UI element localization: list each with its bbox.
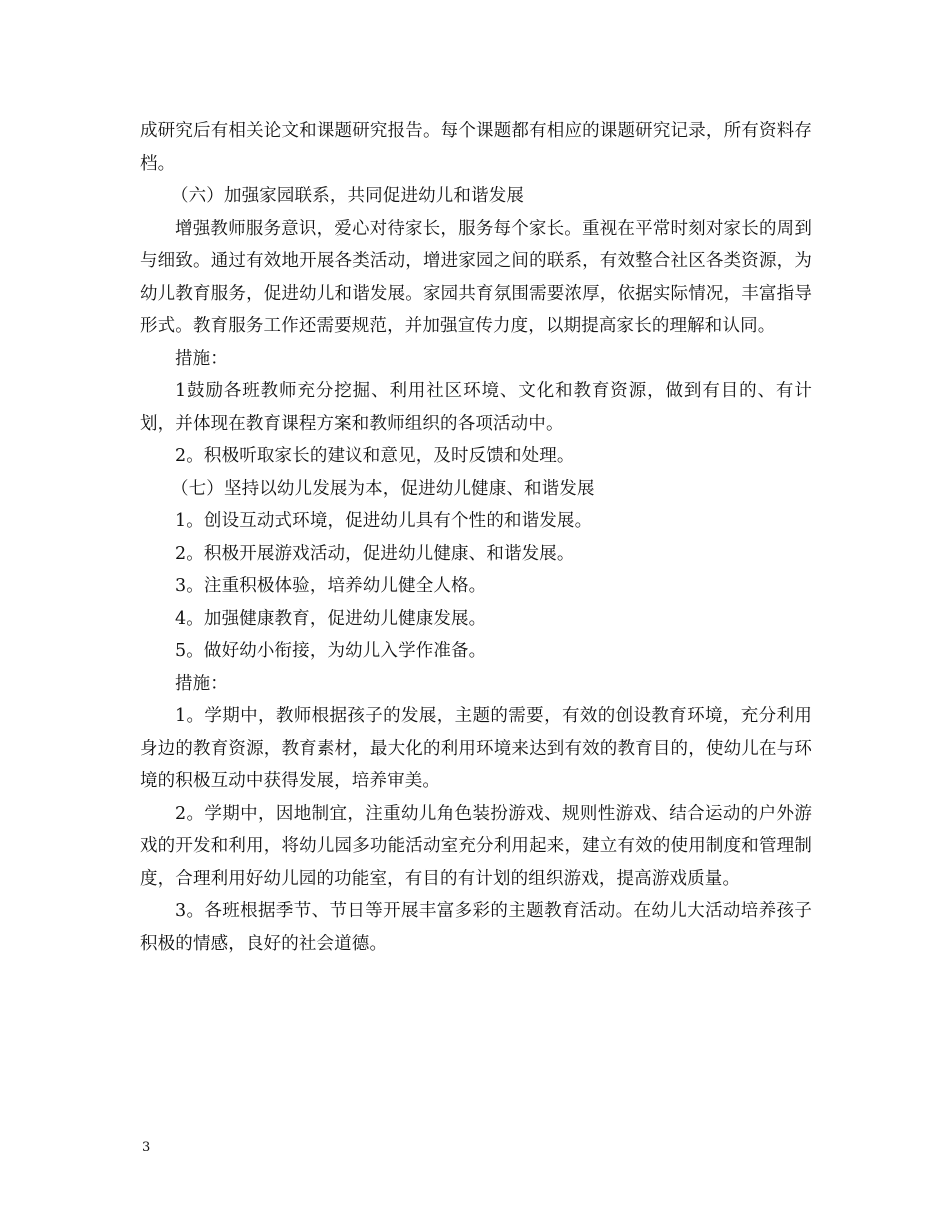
goal-item-5: 5。做好幼小衔接，为幼儿入学作准备。 xyxy=(175,641,487,661)
paragraph-home-school: 增强教师服务意识，爱心对待家长，服务每个家长。重视在平常时刻对家长的周到与细致。通过有效地开展各类活动，增进家园之间的联系，有效整合社区各类资源，为幼儿教育服务，促进幼儿和谐发展。家园共育氛围需要浓厚，依据实际情况，丰富指导形式。教育服务工作还需要规范，并加强宣传力度，以期提高家长的理解和认同。 xyxy=(140,218,812,336)
measure-item-1: 1鼓励各班教师充分挖掘、利用社区环境、文化和教育资源，做到有目的、有计划，并体现在教育课程方案和教师组织的各项活动中。 xyxy=(140,381,812,434)
section-heading-seven: （七）坚持以幼儿发展为本，促进幼儿健康、和谐发展 xyxy=(171,478,595,499)
document-body xyxy=(140,115,812,960)
measures-label: 措施： xyxy=(175,348,228,369)
measure-detail-2: 2。学期中，因地制宜，注重幼儿角色装扮游戏、规则性游戏、结合运动的户外游戏的开发和利用，将幼儿园多功能活动室充分利用起来，建立有效的使用制度和管理制度，合理利用好幼儿园的功能室，有目的有计划的组织游戏，提高游戏质量。 xyxy=(140,803,812,889)
goal-item-4: 4。加强健康教育，促进幼儿健康发展。 xyxy=(175,608,487,629)
measure-item-2: 2。积极听取家长的建议和意见，及时反馈和处理。 xyxy=(175,446,575,466)
paragraph-continuation: 成研究后有相关论文和课题研究报告。每个课题都有相应的课题研究记录，所有资料存档。 xyxy=(140,121,812,174)
measures-label-2: 措施： xyxy=(175,673,228,694)
goal-item-3: 3。注重积极体验，培养幼儿健全人格。 xyxy=(175,576,487,596)
section-heading-six: （六）加强家园联系，共同促进幼儿和谐发展 xyxy=(171,186,524,206)
goal-item-1: 1。创设互动式环境，促进幼儿具有个性的和谐发展。 xyxy=(175,511,593,531)
measure-detail-1: 1。学期中，教师根据孩子的发展，主题的需要，有效的创设教育环境，充分利用身边的教育资源，教育素材，最大化的利用环境来达到有效的教育目的，使幼儿在与环境的积极互动中获得发展，培养审美。 xyxy=(140,706,812,791)
page-number: 3 xyxy=(142,1140,151,1155)
measure-detail-3: 3。各班根据季节、节日等开展丰富多彩的主题教育活动。在幼儿大活动培养孩子积极的情感，良好的社会道德。 xyxy=(140,901,812,954)
goal-item-2: 2。积极开展游戏活动，促进幼儿健康、和谐发展。 xyxy=(175,543,575,564)
